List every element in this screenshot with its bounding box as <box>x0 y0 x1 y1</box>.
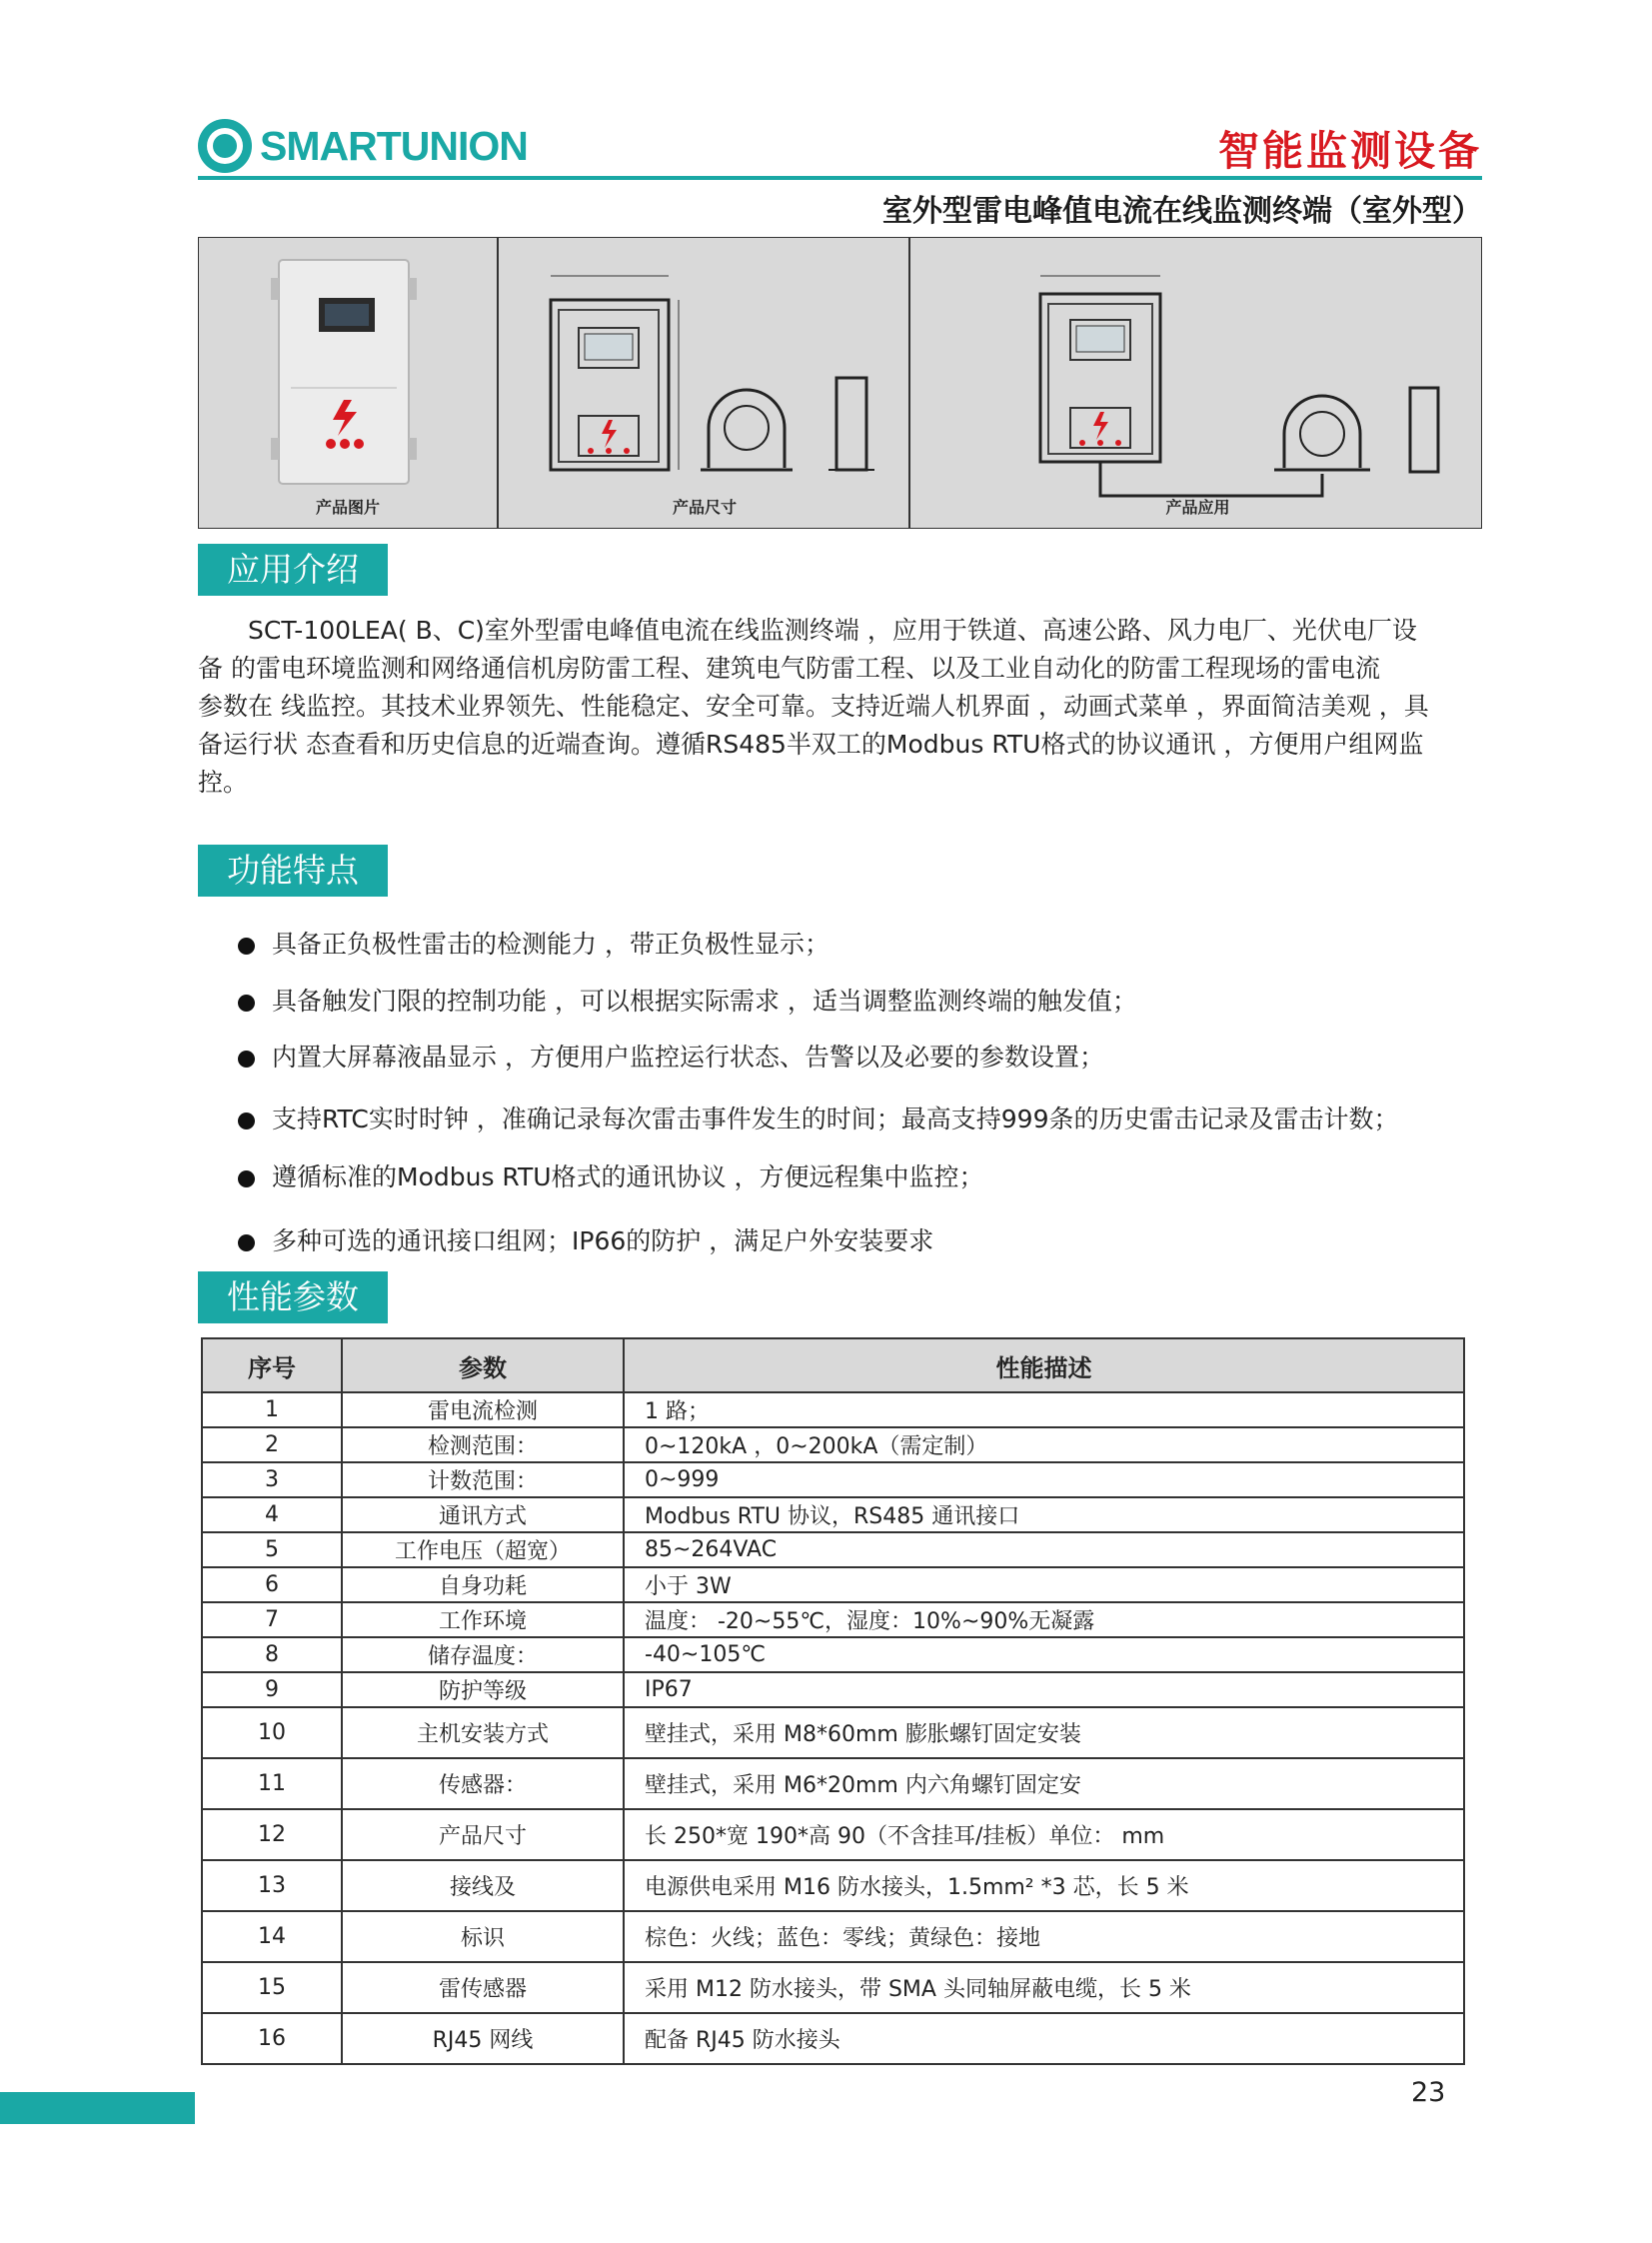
table-row: 11 传感器： 壁挂式，采用 M6*20mm 内六角螺钉固定安 <box>202 1758 1464 1809</box>
table-row: 6 自身功耗 小于 3W <box>202 1567 1464 1602</box>
table-row: 13 接线及 电源供电采用 M16 防水接头，1.5mm² *3 芯，长 5 米 <box>202 1860 1464 1911</box>
table-row: 9 防护等级 IP67 <box>202 1672 1464 1707</box>
section-header-params: 性能参数 <box>198 1271 388 1323</box>
caption-product-photo: 产品图片 <box>315 498 380 517</box>
table-row: 3 计数范围： 0~999 <box>202 1462 1464 1497</box>
feature-item: 遵循标准的Modbus RTU格式的通讯协议 ，方便远程集中监控； <box>238 1157 984 1193</box>
feature-item: 支持RTC实时时钟 ，准确记录每次雷击事件发生的时间；最高支持999条的历史雷击记录及雷击计数； <box>238 1100 1398 1135</box>
page-number: 23 <box>1411 2077 1446 2108</box>
intro-paragraph <box>198 612 1482 802</box>
bullet-icon <box>238 938 255 955</box>
dimension-drawing <box>499 238 910 530</box>
logo-text: SMARTUNION <box>260 122 528 169</box>
bullet-icon <box>238 995 255 1012</box>
product-title: 室外型雷电峰值电流在线监测终端（室外型） <box>882 194 1482 229</box>
table-row: 8 储存温度： -40~105℃ <box>202 1637 1464 1672</box>
product-application-cell <box>908 238 1485 528</box>
col-header-index: 序号 <box>202 1338 342 1392</box>
caption-product-application: 产品应用 <box>1165 498 1230 517</box>
product-photo <box>199 238 497 530</box>
bullet-icon <box>238 1051 255 1068</box>
table-row: 5 工作电压（超宽） 85~264VAC <box>202 1532 1464 1567</box>
category-title: 智能监测设备 <box>1218 127 1482 175</box>
caption-product-dimensions: 产品尺寸 <box>672 498 737 517</box>
bullet-icon <box>238 1113 255 1129</box>
table-row: 10 主机安装方式 壁挂式，采用 M8*60mm 膨胀螺钉固定安装 <box>202 1707 1464 1758</box>
section-header-features: 功能特点 <box>198 845 388 897</box>
table-row: 4 通讯方式 Modbus RTU 协议，RS485 通讯接口 <box>202 1497 1464 1532</box>
logo-emblem-icon <box>198 119 252 173</box>
intro-line: 备 的雷电环境监测和网络通信机房防雷工程、建筑电气防雷工程、以及工业自动化的防雷工程现场的雷电流 <box>198 654 1380 683</box>
table-row: 1 雷电流检测 1 路； <box>202 1392 1464 1427</box>
feature-item: 具备触发门限的控制功能 ，可以根据实际需求 ，适当调整监测终端的触发值； <box>238 982 1137 1018</box>
table-row: 7 工作环境 温度： -20~55℃，湿度：10%~90%无凝露 <box>202 1602 1464 1637</box>
col-header-description: 性能描述 <box>624 1338 1464 1392</box>
table-row: 16 RJ45 网线 配备 RJ45 防水接头 <box>202 2013 1464 2064</box>
footer-accent-bar <box>0 2092 195 2124</box>
application-drawing <box>910 238 1485 530</box>
feature-item: 内置大屏幕液晶显示 ，方便用户监控运行状态、告警以及必要的参数设置； <box>238 1038 1104 1074</box>
intro-line: 控。 <box>198 768 249 797</box>
intro-line: 参数在 线监控。其技术业界领先、性能稳定、安全可靠。支持近端人机界面 ，动画式菜单 ，界面简洁美观 ，具 <box>198 692 1429 721</box>
bullet-icon <box>238 1170 255 1187</box>
feature-item: 多种可选的通讯接口组网；IP66的防护 ，满足户外安装要求 <box>238 1221 933 1257</box>
params-table <box>201 1337 1465 2065</box>
table-row: 12 产品尺寸 长 250*宽 190*高 90（不含挂耳/挂板）单位： mm <box>202 1809 1464 1860</box>
product-photo-cell <box>199 238 497 528</box>
header-divider <box>198 176 1482 180</box>
intro-line: 备运行状 态查看和历史信息的近端查询。遵循RS485半双工的Modbus RTU格式的协议通讯 ，方便用户组网监 <box>198 730 1424 759</box>
product-image-panel <box>198 237 1482 529</box>
bullet-icon <box>238 1234 255 1251</box>
section-header-intro: 应用介绍 <box>198 544 388 596</box>
table-row: 15 雷传感器 采用 M12 防水接头，带 SMA 头同轴屏蔽电缆，长 5 米 <box>202 1962 1464 2013</box>
table-row: 14 标识 棕色：火线；蓝色：零线；黄绿色：接地 <box>202 1911 1464 1962</box>
brand-logo <box>198 120 528 172</box>
product-dimensions-cell <box>497 238 910 528</box>
col-header-param: 参数 <box>342 1338 624 1392</box>
feature-item: 具备正负极性雷击的检测能力 ，带正负极性显示； <box>238 925 829 961</box>
intro-line: SCT-100LEA( B、C)室外型雷电峰值电流在线监测终端 ，应用于铁道、高速公路、风力电厂、光伏电厂设 <box>248 616 1417 645</box>
table-row: 2 检测范围： 0~120kA ，0~200kA（需定制） <box>202 1427 1464 1462</box>
